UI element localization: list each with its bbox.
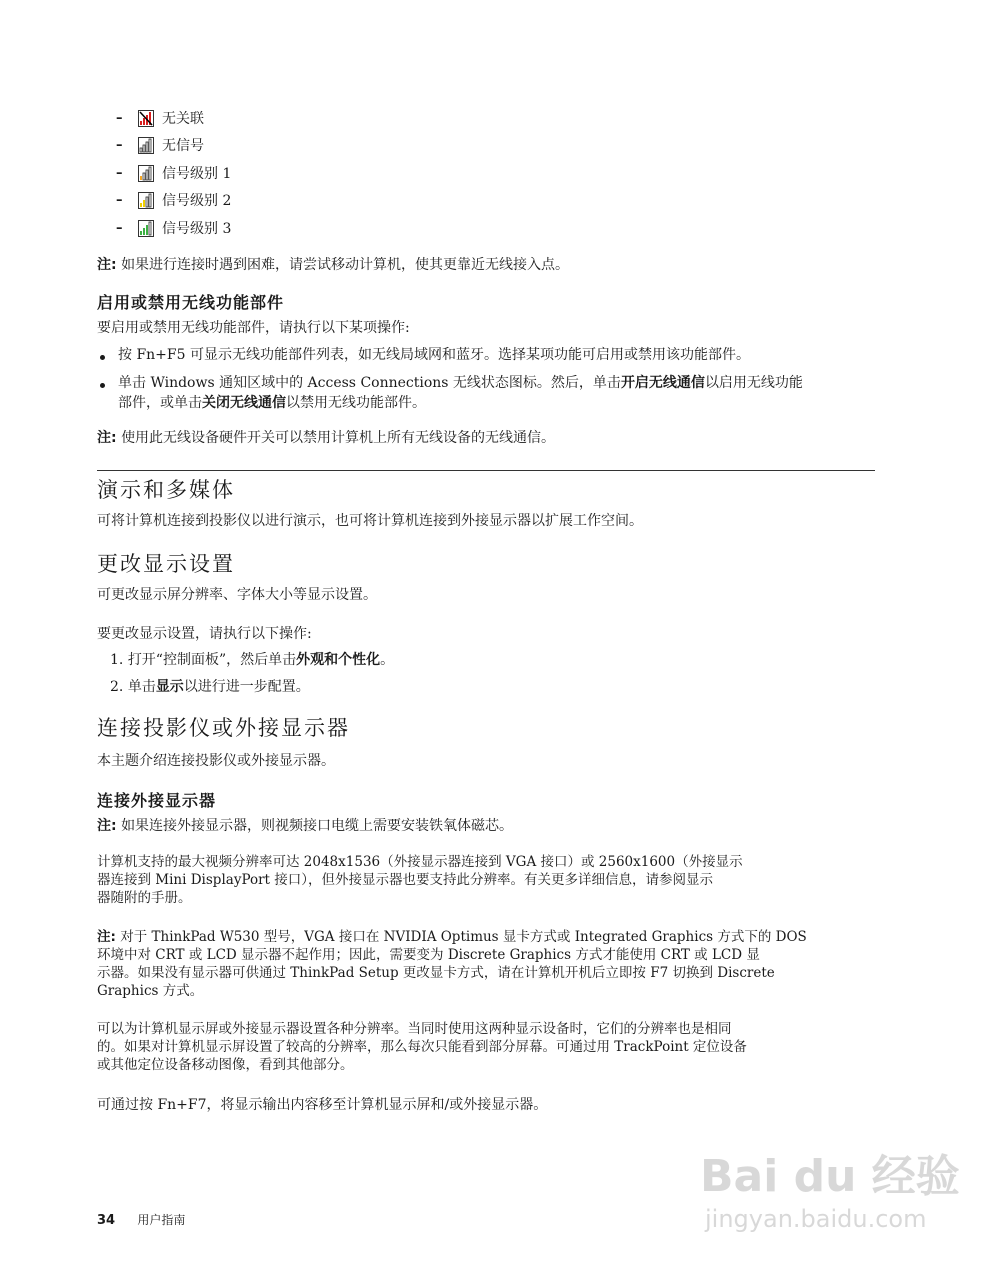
list-dash: – [116, 220, 123, 236]
signal-list-item [116, 108, 204, 128]
section-heading-wireless: 启用或禁用无线功能部件 [97, 293, 285, 312]
signal-label: 无信号 [162, 138, 204, 154]
signal-list-item [116, 163, 231, 183]
signal-list-item [116, 218, 231, 238]
projector-text: 本主题介绍连接投影仪或外接显示器。 [97, 753, 335, 769]
bullet-text: 以启用无线功能 [704, 375, 803, 391]
step-number: 1. [110, 652, 124, 668]
paragraph-line: 示器。如果没有显示器可供通过 ThinkPad Setup 更改显卡方式，请在计算机开机后立即按 F7 切换到 Discrete [97, 965, 775, 981]
note [97, 257, 569, 275]
bullet-text: 单击 Windows 通知区域中的 Access Connections 无线状态图标。然后，单击 [118, 375, 621, 391]
note-label: 注: [97, 430, 117, 446]
bullet-icon [100, 383, 105, 388]
note-label: 注: [97, 818, 117, 834]
signal-level-1-icon [138, 165, 154, 182]
list-dash: – [116, 192, 123, 208]
bullet-item [118, 375, 803, 393]
note-label: 注: [97, 257, 117, 273]
bullet-icon [100, 355, 105, 360]
presentation-text: 可将计算机连接到投影仪以进行演示，也可将计算机连接到外接显示器以扩展工作空间。 [97, 513, 643, 529]
display-text-2: 要更改显示设置，请执行以下操作: [97, 626, 312, 642]
signal-none-icon [138, 137, 154, 154]
step-text: 单击 [127, 679, 156, 695]
bullet-item: 按 Fn+F5 可显示无线功能部件列表，如无线局域网和蓝牙。选择某项功能可启用或禁用该功能部件。 [118, 347, 750, 363]
signal-label: 信号级别 1 [162, 166, 232, 182]
paragraph-line: 环境中对 CRT 或 LCD 显示器不起作用；因此，需要变为 Discrete Graphics 方式才能使用 CRT 或 LCD 显 [97, 947, 760, 963]
signal-level-2-icon [138, 192, 154, 209]
appearance-link-label: 外观和个性化 [296, 652, 381, 668]
section-heading-projector: 连接投影仪或外接显示器 [97, 716, 350, 740]
note-text: 使用此无线设备硬件开关可以禁用计算机上所有无线设备的无线通信。 [121, 430, 556, 446]
watermark-url: jingyan.baidu.com [705, 1205, 927, 1233]
note-text: 对于 ThinkPad W530 型号，VGA 接口在 NVIDIA Optimus 显卡方式或 Integrated Graphics 方式下的 DOS [120, 929, 807, 945]
page-number: 34 [97, 1213, 116, 1228]
step-text: 。 [380, 652, 395, 668]
note [97, 818, 513, 836]
disable-wireless-label: 关闭无线通信 [202, 395, 286, 411]
step-text: 以进行进一步配置。 [183, 679, 310, 695]
list-dash: – [116, 110, 123, 126]
paragraph-line: Graphics 方式。 [97, 983, 204, 999]
resolution-paragraph-2 [97, 1020, 875, 1074]
note-text: 如果进行连接时遇到困难，请尝试移动计算机，使其更靠近无线接入点。 [121, 257, 570, 273]
signal-level-3-icon [138, 220, 154, 237]
paragraph-line: 可以为计算机显示屏或外接显示器设置各种分辨率。当同时使用这两种显示设备时，它们的分辨率也是相同 [97, 1021, 732, 1037]
step-text: 打开“控制面板”，然后单击 [127, 652, 297, 668]
note [97, 430, 555, 448]
display-link-label: 显示 [155, 679, 184, 695]
section-divider [97, 470, 875, 471]
list-dash: – [116, 137, 123, 153]
enable-wireless-label: 开启无线通信 [620, 375, 705, 391]
fn-f7-paragraph: 可通过按 Fn+F7，将显示输出内容移至计算机显示屏和/或外接显示器。 [97, 1097, 548, 1113]
bullet-text: 部件，或单击 [118, 395, 202, 411]
signal-list-item [116, 135, 204, 155]
signal-label: 无关联 [162, 111, 204, 127]
bullet-text: 以禁用无线功能部件。 [286, 395, 426, 411]
document-title: 用户指南 [137, 1213, 186, 1227]
step-item [110, 652, 394, 670]
page-footer [97, 1212, 185, 1230]
wireless-intro: 要启用或禁用无线功能部件，请执行以下某项操作: [97, 320, 410, 336]
signal-list-item [116, 190, 231, 210]
note-text: 如果连接外接显示器，则视频接口电缆上需要安装铁氧体磁芯。 [121, 818, 514, 834]
list-dash: – [116, 165, 123, 181]
w530-note [97, 928, 875, 1000]
step-number: 2. [110, 679, 124, 695]
paragraph-line: 器随附的手册。 [97, 890, 192, 906]
paragraph-line: 或其他定位设备移动图像，看到其他部分。 [97, 1057, 354, 1073]
signal-label: 信号级别 2 [162, 193, 232, 209]
paragraph-line: 的。如果对计算机显示屏设置了较高的分辨率，那么每次只能看到部分屏幕。可通过用 TrackPoint 定位设备 [97, 1039, 747, 1055]
paragraph-line [97, 928, 875, 946]
signal-no-association-icon [138, 110, 154, 127]
section-heading-presentation: 演示和多媒体 [97, 478, 235, 502]
display-text-1: 可更改显示屏分辨率、字体大小等显示设置。 [97, 587, 377, 603]
paragraph-line: 器连接到 Mini DisplayPort 接口），但外接显示器也要支持此分辨率。有关更多详细信息，请参阅显示 [97, 872, 714, 888]
watermark-logo: Bai du 经验 [700, 1151, 960, 1202]
paragraph-line: 计算机支持的最大视频分辨率可达 2048x1536（外接显示器连接到 VGA 接口）或 2560x1600（外接显示 [97, 854, 743, 870]
section-heading-display-settings: 更改显示设置 [97, 552, 235, 576]
step-item [110, 679, 310, 697]
resolution-paragraph [97, 853, 875, 907]
signal-label: 信号级别 3 [162, 221, 232, 237]
bullet-item-continued [118, 395, 426, 413]
note-label: 注: [97, 929, 116, 945]
section-heading-external-monitor: 连接外接显示器 [97, 791, 217, 810]
